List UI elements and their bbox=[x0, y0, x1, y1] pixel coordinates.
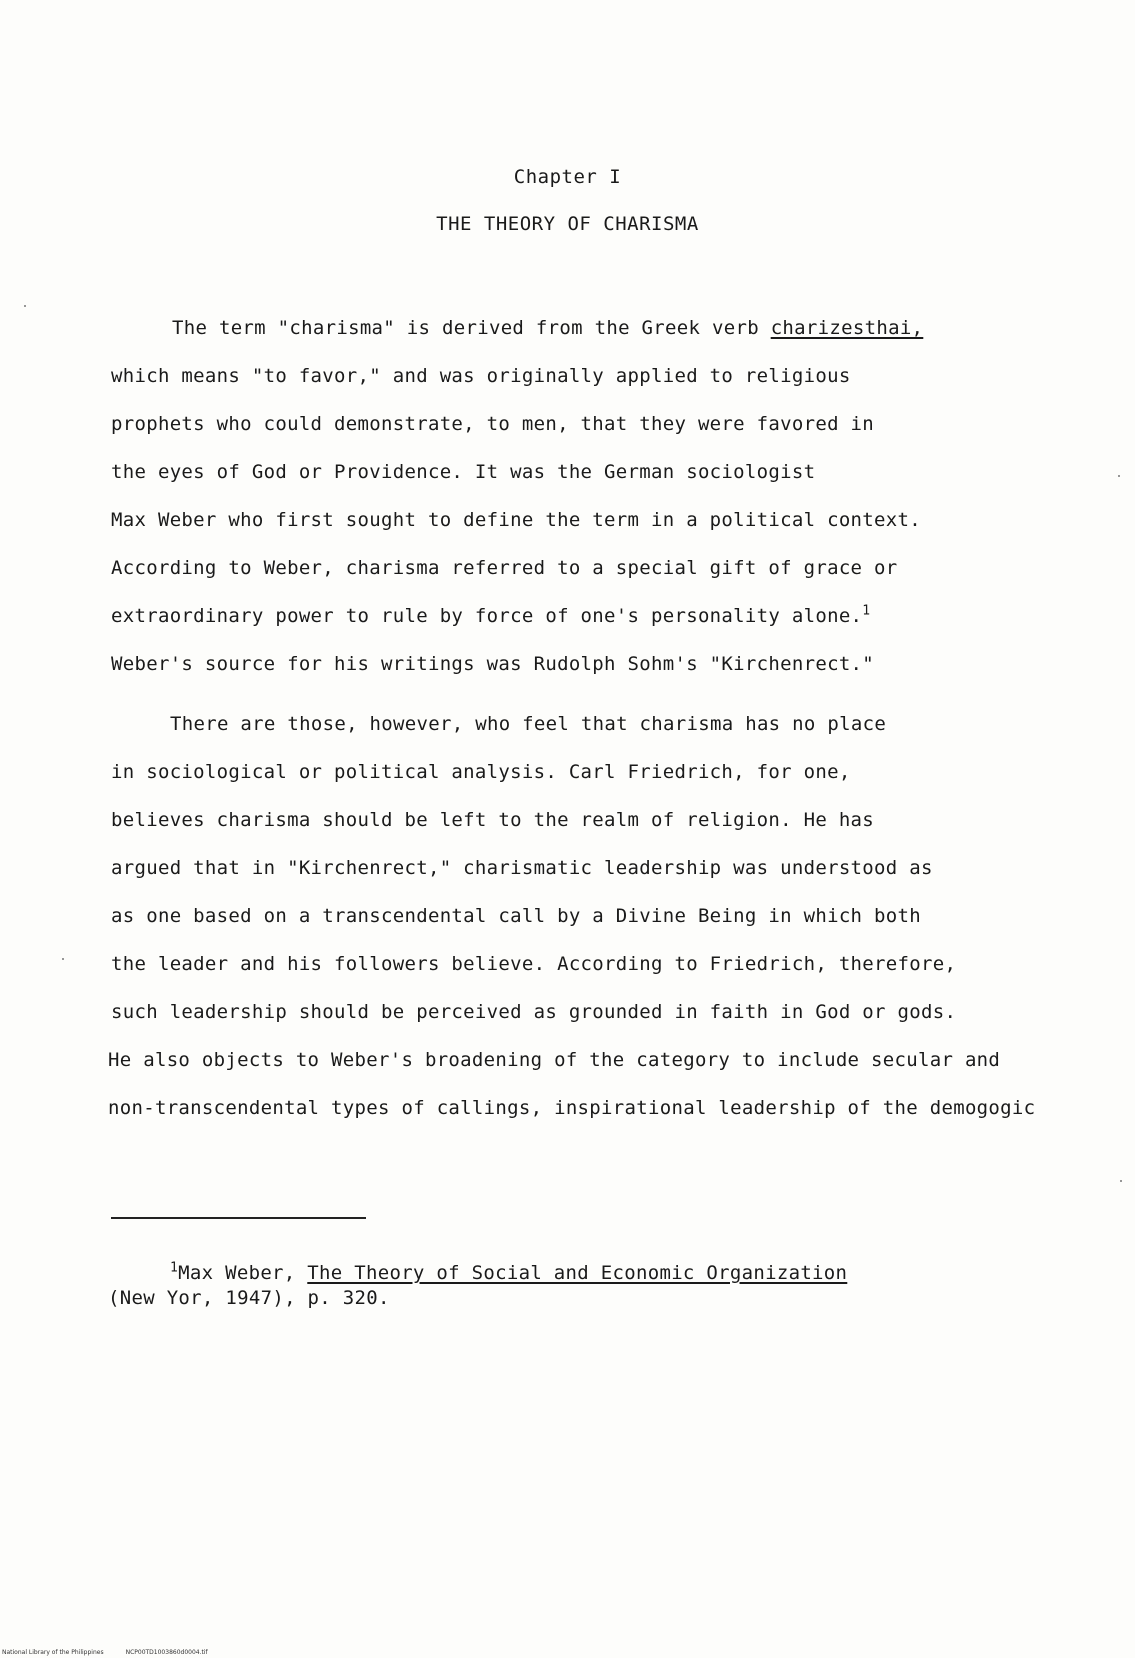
paragraph1-line8: Weber's source for his writings was Rudolph Sohm's "Kirchenrect." bbox=[111, 653, 875, 675]
paragraph1-line1-text: The term "charisma" is derived from the Greek verb bbox=[172, 317, 771, 339]
paragraph1-line6: According to Weber, charisma referred to a special gift of grace or bbox=[111, 557, 898, 579]
paragraph2-line3: believes charisma should be left to the realm of religion. He has bbox=[111, 809, 875, 831]
paragraph1-line3: prophets who could demonstrate, to men, that they were favored in bbox=[111, 413, 875, 435]
footnote-number: 1 bbox=[170, 1260, 179, 1276]
scan-footer-file-id: NCP00TD1003860d0004.tif bbox=[125, 1649, 208, 1656]
scan-footer bbox=[2, 1649, 208, 1656]
term-charizesthai: charizesthai, bbox=[770, 317, 924, 339]
paragraph2-line8: He also objects to Weber's broadening of the category to include secular and bbox=[108, 1049, 1001, 1071]
paragraph2-line1: There are those, however, who feel that charisma has no place bbox=[170, 713, 887, 735]
scan-speck bbox=[62, 958, 64, 960]
paragraph1-line4: the eyes of God or Providence. It was the German sociologist bbox=[111, 461, 816, 483]
footnote-publication: (New Yor, 1947), p. 320. bbox=[108, 1287, 390, 1309]
footnote-book-title: The Theory of Social and Economic Organization bbox=[307, 1262, 848, 1284]
chapter-number: Chapter I bbox=[513, 166, 622, 188]
paragraph2-line6: the leader and his followers believe. According to Friedrich, therefore, bbox=[111, 953, 957, 975]
paragraph2-line4: argued that in "Kirchenrect," charismatic leadership was understood as bbox=[111, 857, 933, 879]
footnote-separator bbox=[111, 1217, 366, 1219]
scan-footer-library: National Library of the Philippines bbox=[2, 1649, 104, 1656]
paragraph2-line2: in sociological or political analysis. Carl Friedrich, for one, bbox=[111, 761, 851, 783]
paragraph2-line5: as one based on a transcendental call by a Divine Being in which both bbox=[111, 905, 921, 927]
paragraph2-line9: non-transcendental types of callings, inspirational leadership of the demogogic bbox=[108, 1097, 1036, 1119]
paragraph1-line5: Max Weber who first sought to define the term in a political context. bbox=[111, 509, 921, 531]
paragraph1-line7 bbox=[111, 605, 870, 627]
paragraph2-line7: such leadership should be perceived as grounded in faith in God or gods. bbox=[111, 1001, 957, 1023]
scan-speck bbox=[24, 305, 26, 307]
footnote-reference: 1 bbox=[862, 603, 871, 619]
paragraph1-line1 bbox=[172, 317, 923, 339]
paragraph1-line7-text: extraordinary power to rule by force of one's personality alone. bbox=[111, 605, 863, 627]
chapter-title: THE THEORY OF CHARISMA bbox=[436, 213, 699, 235]
scan-speck bbox=[1120, 1180, 1122, 1182]
footnote-author: Max Weber, bbox=[178, 1262, 308, 1284]
scan-speck bbox=[1118, 475, 1120, 477]
footnote-line1 bbox=[170, 1262, 847, 1284]
paragraph1-line2: which means "to favor," and was originally applied to religious bbox=[111, 365, 851, 387]
